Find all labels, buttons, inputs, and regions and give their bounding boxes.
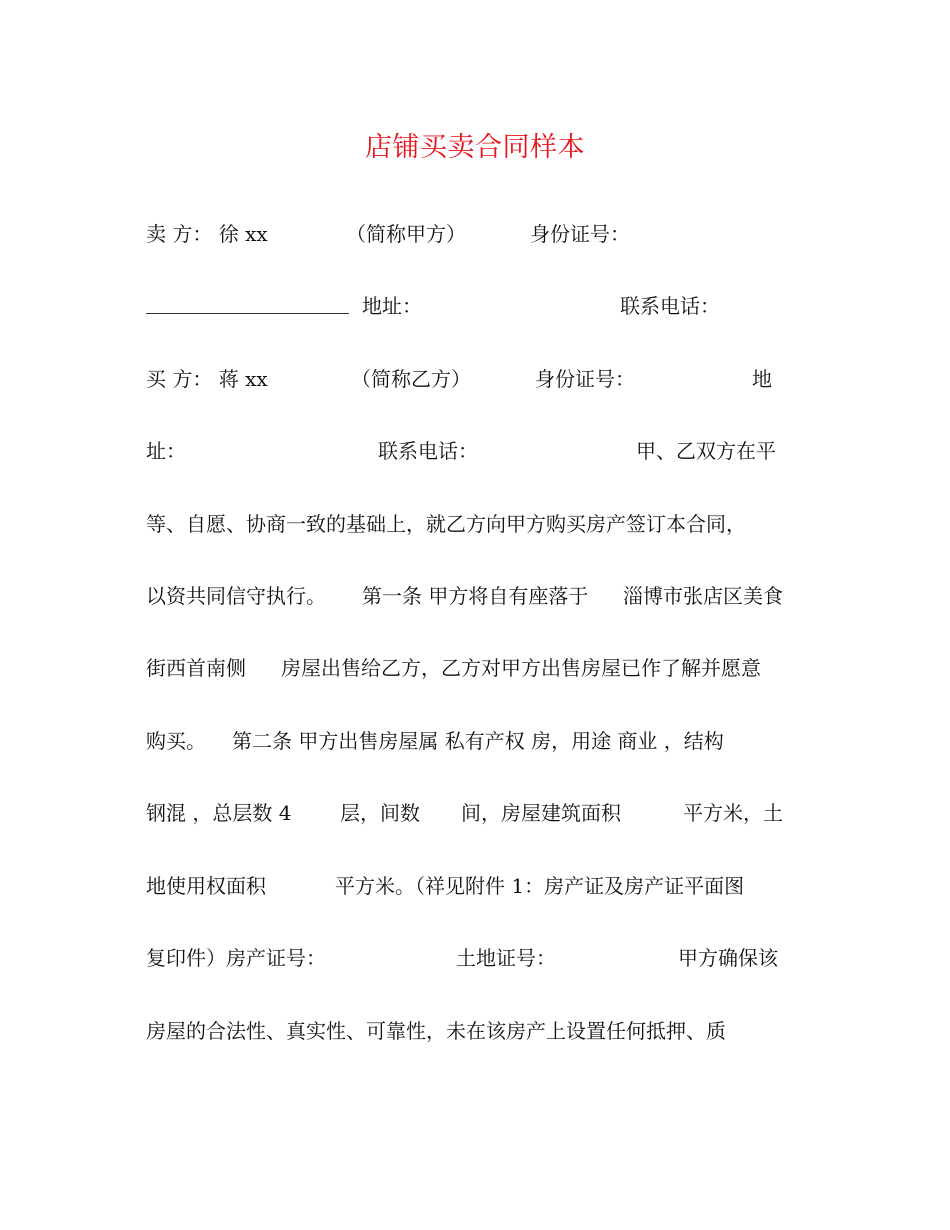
seller-name: 卖 方： 徐 xx bbox=[146, 222, 268, 246]
building-area-text: 间，房屋建筑面积 bbox=[461, 801, 621, 825]
buyer-name: 买 方： 蒋 xx bbox=[146, 367, 268, 391]
land-area-text: 地使用权面积 bbox=[146, 874, 266, 898]
seller-address-label: 地址： bbox=[362, 294, 422, 318]
attachment-text: 平方米。（祥见附件 1：房产证及房产证平面图 bbox=[335, 874, 745, 898]
seller-id-label: 身份证号： bbox=[530, 222, 630, 246]
buyer-address-label-end: 址： bbox=[146, 439, 186, 463]
property-location: 淄博市张店区美食 bbox=[623, 584, 783, 608]
paragraph-text: 等、自愿、协商一致的基础上，就乙方向甲方购买房产签订本合同， bbox=[146, 512, 746, 536]
buyer-contact-line bbox=[146, 431, 806, 471]
paragraph-line bbox=[146, 1011, 806, 1051]
buyer-address-label-start: 地 bbox=[752, 367, 772, 391]
buyer-phone-label: 联系电话： bbox=[378, 439, 478, 463]
paragraph-line bbox=[146, 793, 806, 833]
paragraph-text: 甲、乙双方在平 bbox=[636, 439, 776, 463]
land-certificate-label: 土地证号： bbox=[456, 946, 556, 970]
paragraph-line bbox=[146, 721, 806, 761]
property-location-cont: 街西首南侧 bbox=[146, 656, 246, 680]
buyer-line bbox=[146, 359, 806, 399]
paragraph-text: 甲方确保该 bbox=[678, 946, 778, 970]
paragraph-text: 以资共同信守执行。 bbox=[146, 584, 326, 608]
paragraph-text: 房屋出售给乙方，乙方对甲方出售房屋已作了解并愿意 bbox=[281, 656, 761, 680]
article-one-text: 第一条 甲方将自有座落于 bbox=[362, 584, 589, 608]
paragraph-text: 房屋的合法性、真实性、可靠性，未在该房产上设置任何抵押、质 bbox=[146, 1019, 726, 1043]
paragraph-line bbox=[146, 866, 806, 906]
paragraph-text: 购买。 bbox=[146, 729, 206, 753]
seller-phone-label: 联系电话： bbox=[620, 294, 720, 318]
article-two-text: 第二条 甲方出售房屋属 私有产权 房，用途 商业 ，结构 bbox=[232, 729, 724, 753]
seller-id-blank bbox=[146, 313, 349, 314]
area-unit-text: 平方米，土 bbox=[683, 801, 783, 825]
buyer-alias: （简称乙方） bbox=[351, 367, 471, 391]
paragraph-line bbox=[146, 938, 806, 978]
certificate-label: 复印件）房产证号： bbox=[146, 946, 326, 970]
paragraph-line bbox=[146, 504, 806, 544]
seller-alias: （简称甲方） bbox=[346, 222, 466, 246]
buyer-id-label: 身份证号： bbox=[535, 367, 635, 391]
paragraph-line bbox=[146, 648, 806, 688]
document-title: 店铺买卖合同样本 bbox=[365, 132, 585, 163]
rooms-text: 层，间数 bbox=[340, 801, 420, 825]
structure-text: 钢混 ，总层数 4 bbox=[146, 801, 292, 825]
seller-line bbox=[146, 214, 806, 254]
paragraph-line bbox=[146, 576, 806, 616]
seller-contact-line bbox=[146, 286, 806, 326]
